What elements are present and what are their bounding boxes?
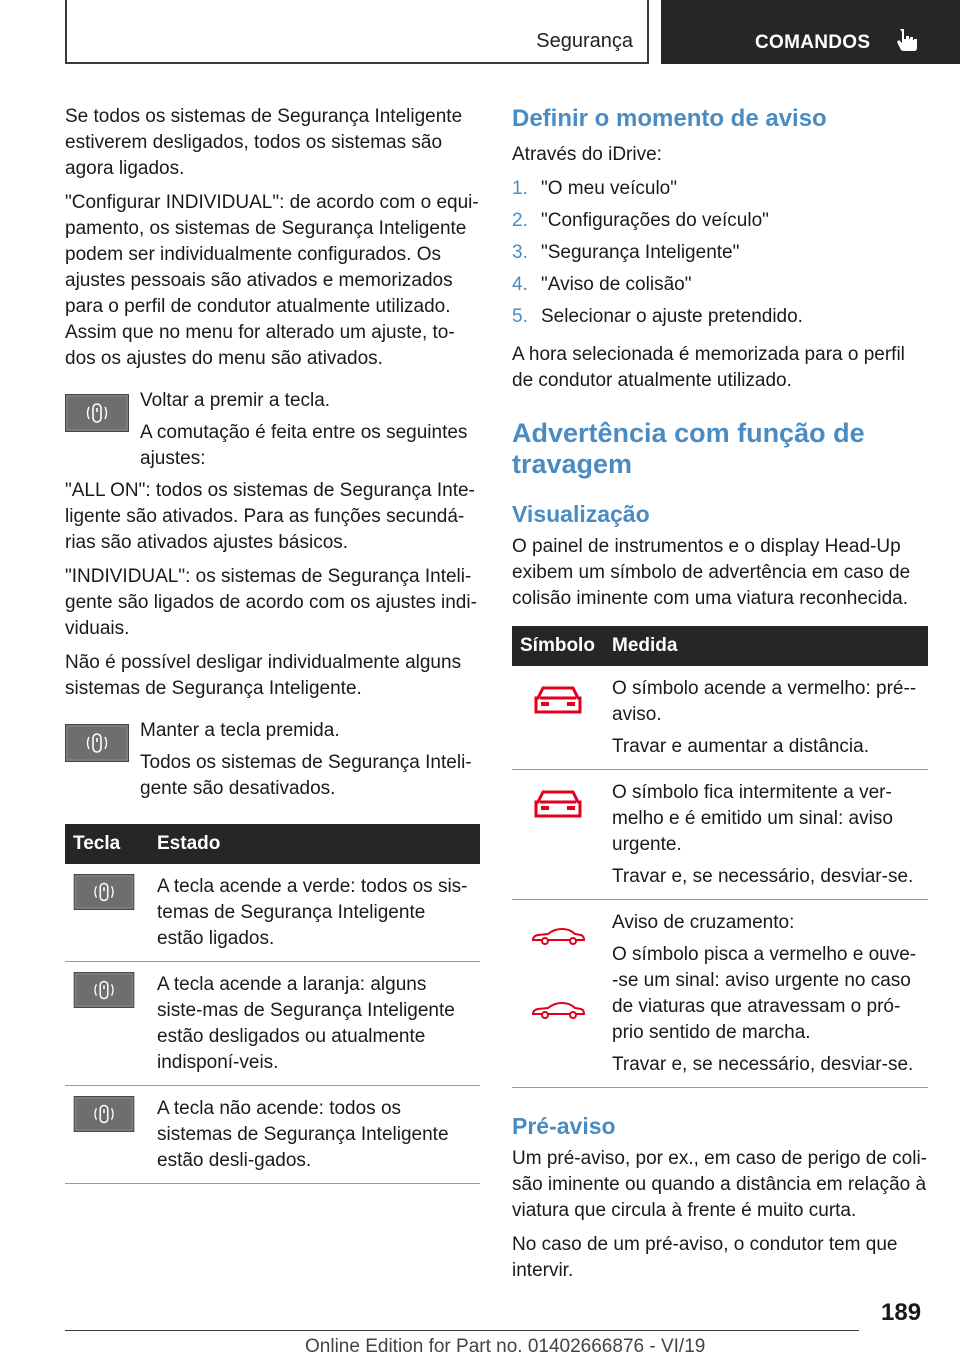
paragraph: Um pré-aviso, por ex., em caso de perigo de coli-são iminente ou quando a distância em relação à viatura que circula à frente é muito curta.: [512, 1148, 928, 1221]
page-number: 189: [881, 1299, 922, 1326]
table-header-measure: Medida: [604, 626, 928, 666]
safety-button-icon: [73, 874, 135, 910]
heading-display: Visualização: [512, 501, 650, 527]
footer-divider: [65, 1330, 859, 1331]
list-item: [512, 176, 928, 208]
list-item: [512, 304, 928, 336]
table-cell-status: A tecla acende a laranja: alguns siste-mas de Segurança Inteligente estão desligados ou atualmente indisponí-veis.: [149, 962, 480, 1086]
heading-brake-warning: Advertência com função de travagem: [512, 418, 865, 479]
step-text: "Configurações do veículo": [541, 210, 769, 231]
measure-text: Travar e, se necessário, desviar-se.: [612, 1054, 914, 1075]
heading-pre-warning: Pré-aviso: [512, 1113, 616, 1139]
paragraph: Se todos os sistemas de Segurança Inteligente estiverem desligados, todos os sistemas são agora ligados.: [65, 106, 463, 179]
table-cell-icon: [65, 1086, 149, 1184]
table-cell-icon: [65, 962, 149, 1086]
car-side-icon: [530, 1000, 586, 1020]
table-cell-status: A tecla não acende: todos os sistemas de Segurança Inteligente estão desli-gados.: [149, 1086, 480, 1184]
car-rear-icon: [533, 788, 583, 822]
paragraph: Através do iDrive:: [512, 144, 662, 165]
table-header-key: Tecla: [65, 824, 149, 864]
step-number: 2.: [512, 210, 528, 231]
table-header-symbol: Símbolo: [512, 626, 604, 666]
left-column: [65, 104, 480, 1184]
table-row: [65, 1086, 480, 1184]
step-list: [512, 176, 928, 336]
step-number: 5.: [512, 306, 528, 327]
paragraph: A hora selecionada é memorizada para o perfil de condutor atualmente utilizado.: [512, 344, 905, 391]
step-number: 1.: [512, 178, 528, 199]
table-cell-icon: [512, 900, 604, 1088]
table-cell-icon: [512, 770, 604, 900]
chapter-title: COMANDOS: [755, 32, 871, 53]
pointing-hand-icon: [894, 26, 920, 52]
measure-text: Travar e, se necessário, desviar-se.: [612, 866, 914, 887]
step-text: "Aviso de colisão": [541, 274, 692, 295]
header-section-box: [65, 0, 649, 64]
measure-text: O símbolo acende a vermelho: pré--aviso.: [612, 678, 917, 725]
key-result-text: A comutação é feita entre os seguintes ajustes:: [140, 422, 468, 469]
step-number: 4.: [512, 274, 528, 295]
list-item: [512, 208, 928, 240]
key-action: Voltar a premir a tecla.: [140, 390, 331, 411]
table-row: [65, 864, 480, 962]
paragraph: No caso de um pré-aviso, o condutor tem que intervir.: [512, 1234, 898, 1281]
paragraph: Não é possível desligar individualmente alguns sistemas de Segurança Inteligente.: [65, 652, 462, 699]
table-cell-measure: [604, 770, 928, 900]
paragraph: "ALL ON": todos os sistemas de Segurança Inte-ligente são ativados. Para as funções secundá-rias são ativados ajustes básicos.: [65, 480, 475, 553]
table-header-status: Estado: [149, 824, 480, 864]
measure-text: O símbolo fica intermitente a ver-melho e é emitido um sinal: aviso urgente.: [612, 782, 893, 855]
step-text: "Segurança Inteligente": [541, 242, 740, 263]
key-status-table: [65, 824, 480, 1184]
car-side-icon: [530, 926, 586, 946]
table-row: [512, 770, 928, 900]
key-result: Todos os sistemas de Segurança Inteli-gente são desativados.: [140, 752, 472, 799]
measure-text: Travar e aumentar a distância.: [612, 736, 869, 757]
footer-edition: Online Edition for Part no. 01402666876 - VI/19: [305, 1336, 706, 1357]
safety-button-icon: [65, 394, 129, 432]
header-chapter-box: [661, 0, 960, 64]
safety-button-icon: [65, 724, 129, 762]
table-cell-icon: [65, 864, 149, 962]
table-row: [512, 900, 928, 1088]
heading-define-warning-time: Definir o momento de aviso: [512, 105, 827, 132]
paragraph: "INDIVIDUAL": os sistemas de Segurança Inteli-gente são ligados de acordo com os ajustes indi-viduais.: [65, 566, 477, 639]
measure-text: O símbolo pisca a vermelho e ouve--se um sinal: aviso urgente no caso de viaturas que atravessam o pró-prio sentido de marcha.: [612, 944, 917, 1043]
key-instruction: [65, 718, 480, 802]
paragraph: "Configurar INDIVIDUAL": de acordo com o equi-pamento, os sistemas de Segurança Inteligente podem ser individualmente configurados. Os ajustes pessoais são ativados e memorizados para o perfil de condutor atualmente utilizado. Assim que no menu for alterado um ajuste, to-dos os ajustes do menu são ativados.: [65, 192, 479, 369]
table-cell-icon: [512, 666, 604, 770]
table-row: [65, 962, 480, 1086]
list-item: [512, 240, 928, 272]
table-cell-measure: [604, 900, 928, 1088]
car-rear-icon: [533, 684, 583, 718]
table-cell-status: A tecla acende a verde: todos os sis-temas de Segurança Inteligente estão ligados.: [149, 864, 480, 962]
table-cell-measure: [604, 666, 928, 770]
safety-button-icon: [73, 1096, 135, 1132]
step-number: 3.: [512, 242, 528, 263]
list-item: [512, 272, 928, 304]
right-column: [512, 104, 928, 1292]
paragraph: O painel de instrumentos e o display Head-Up exibem um símbolo de advertência em caso de colisão iminente com uma viatura reconhecida.: [512, 536, 911, 609]
measure-text: Aviso de cruzamento:: [612, 912, 795, 933]
symbol-table: [512, 626, 928, 1088]
key-result: [140, 420, 480, 472]
safety-button-icon: [73, 972, 135, 1008]
step-text: "O meu veículo": [541, 178, 677, 199]
table-row: [512, 666, 928, 770]
step-text: Selecionar o ajuste pretendido.: [541, 306, 803, 327]
key-action: Manter a tecla premida.: [140, 720, 340, 741]
key-instruction: [65, 388, 480, 472]
section-title: Segurança: [536, 30, 633, 52]
